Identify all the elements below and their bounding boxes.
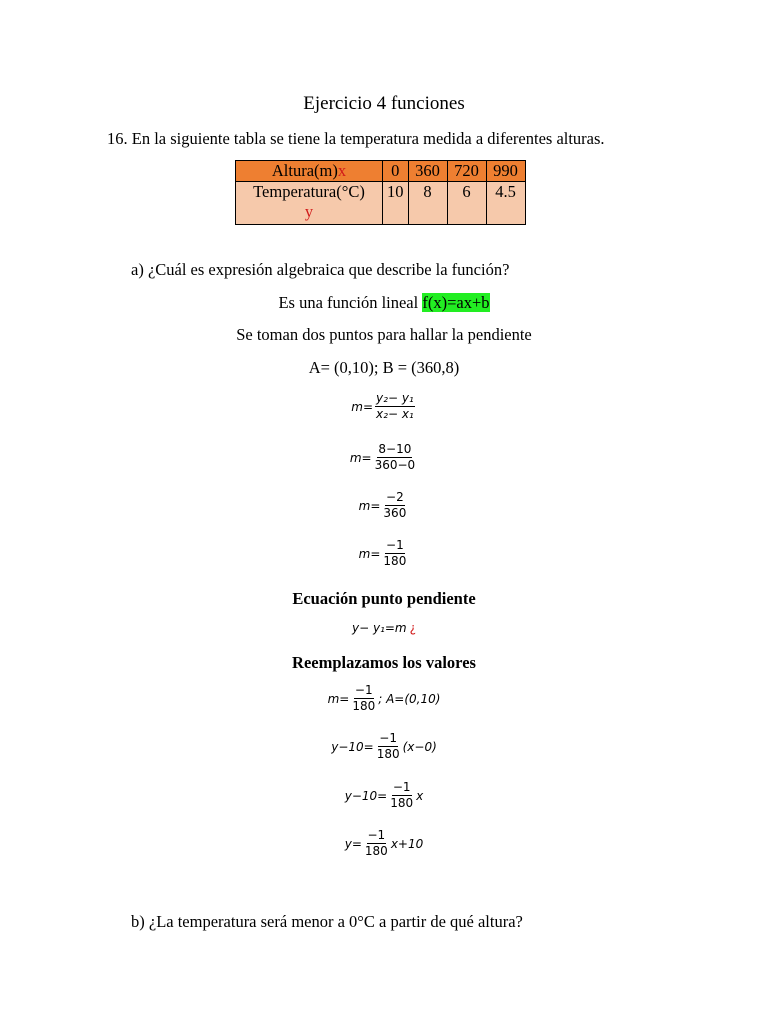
table-header-temperatura bbox=[236, 182, 383, 225]
point-slope-equation bbox=[0, 621, 768, 635]
fraction bbox=[364, 829, 389, 858]
substitution-step-1 bbox=[0, 732, 768, 761]
substitution-values bbox=[0, 684, 768, 713]
fraction bbox=[382, 539, 407, 568]
equation-tail: (x−0) bbox=[402, 739, 437, 754]
slope-formula bbox=[0, 392, 768, 421]
fraction-numerator: −1 bbox=[386, 538, 404, 552]
slope-step-1 bbox=[0, 443, 768, 472]
fraction-denominator: 180 bbox=[383, 554, 407, 568]
fraction bbox=[376, 732, 401, 761]
math-equals: = bbox=[370, 546, 381, 561]
table-cell: 4.5 bbox=[486, 182, 525, 225]
y-variable: y bbox=[304, 202, 314, 221]
question-a: a) ¿Cuál es expresión algebraica que describe la función? bbox=[131, 260, 510, 279]
document-title: Ejercicio 4 funciones bbox=[303, 93, 465, 114]
math-m: m bbox=[351, 399, 363, 414]
point-a-value: ; A=(0,10) bbox=[378, 691, 441, 706]
fraction-numerator: −1 bbox=[367, 828, 386, 842]
table-header-altura bbox=[236, 161, 383, 182]
fraction-denominator: x₂− x₁ bbox=[376, 407, 414, 421]
answer-linear-function bbox=[0, 293, 768, 313]
replace-values-heading: Reemplazamos los valores bbox=[292, 653, 476, 672]
question-b: b) ¿La temperatura será menor a 0°C a partir de qué altura? bbox=[131, 912, 523, 931]
table-cell: 10 bbox=[383, 182, 409, 225]
math-m: m bbox=[327, 691, 340, 706]
slope-intro: Se toman dos puntos para hallar la pendiente bbox=[236, 325, 532, 344]
data-table bbox=[235, 160, 526, 225]
temperatura-label: Temperatura(°C) bbox=[253, 182, 365, 201]
math-equals: = bbox=[361, 450, 372, 465]
table-cell: 8 bbox=[408, 182, 447, 225]
table-cell: 6 bbox=[447, 182, 486, 225]
fraction-numerator: −1 bbox=[379, 731, 397, 745]
fraction bbox=[351, 684, 376, 713]
fraction-denominator: 180 bbox=[352, 699, 376, 713]
fraction-numerator: y₂− y₁ bbox=[376, 391, 414, 405]
math-equals: = bbox=[339, 691, 350, 706]
slope-step-2 bbox=[0, 491, 768, 520]
slope-result bbox=[0, 539, 768, 568]
fraction-denominator: 360−0 bbox=[374, 458, 416, 472]
highlighted-formula: f(x)=ax+b bbox=[422, 293, 490, 312]
fraction-numerator: −1 bbox=[392, 780, 411, 794]
math-equals: = bbox=[362, 399, 374, 414]
answer-text: Es una función lineal bbox=[278, 293, 423, 312]
math-m: m bbox=[358, 498, 371, 513]
final-equation bbox=[0, 829, 768, 858]
table-cell: 990 bbox=[486, 161, 525, 182]
fraction bbox=[375, 392, 415, 421]
substitution-step-2 bbox=[0, 781, 768, 810]
fraction-denominator: 180 bbox=[364, 844, 388, 858]
table-row-altura bbox=[236, 161, 526, 182]
altura-label: Altura(m) bbox=[271, 161, 338, 180]
equation-tail: x+10 bbox=[390, 836, 424, 851]
fraction bbox=[382, 491, 407, 520]
fraction-numerator: −1 bbox=[354, 683, 373, 697]
table-cell: 720 bbox=[447, 161, 486, 182]
fraction-denominator: 360 bbox=[383, 506, 407, 520]
x-variable: x bbox=[337, 161, 347, 180]
points-line: A= (0,10); B = (360,8) bbox=[308, 358, 460, 377]
fraction-numerator: 8−10 bbox=[378, 442, 412, 456]
fraction bbox=[374, 443, 417, 472]
math-equals: = bbox=[370, 498, 381, 513]
equation-tail: x bbox=[416, 788, 424, 803]
fraction-denominator: 180 bbox=[376, 747, 400, 761]
math-m: m bbox=[349, 450, 362, 465]
table-cell: 360 bbox=[408, 161, 447, 182]
equation-lhs: y−10= bbox=[344, 788, 388, 803]
fraction-denominator: 180 bbox=[390, 796, 414, 810]
fraction bbox=[389, 781, 414, 810]
problem-statement: 16. En la siguiente tabla se tiene la temperatura medida a diferentes alturas. bbox=[107, 129, 605, 148]
table-cell: 0 bbox=[383, 161, 409, 182]
math-m: m bbox=[358, 546, 371, 561]
point-slope-formula: y− y₁=m bbox=[351, 621, 407, 635]
equation-lhs: y−10= bbox=[331, 739, 374, 754]
equation-lhs: y= bbox=[344, 836, 362, 851]
point-slope-heading: Ecuación punto pendiente bbox=[292, 589, 476, 608]
fraction-numerator: −2 bbox=[386, 490, 404, 504]
point-slope-glyph: ¿ bbox=[409, 621, 416, 635]
table-row-temperatura bbox=[236, 182, 526, 225]
